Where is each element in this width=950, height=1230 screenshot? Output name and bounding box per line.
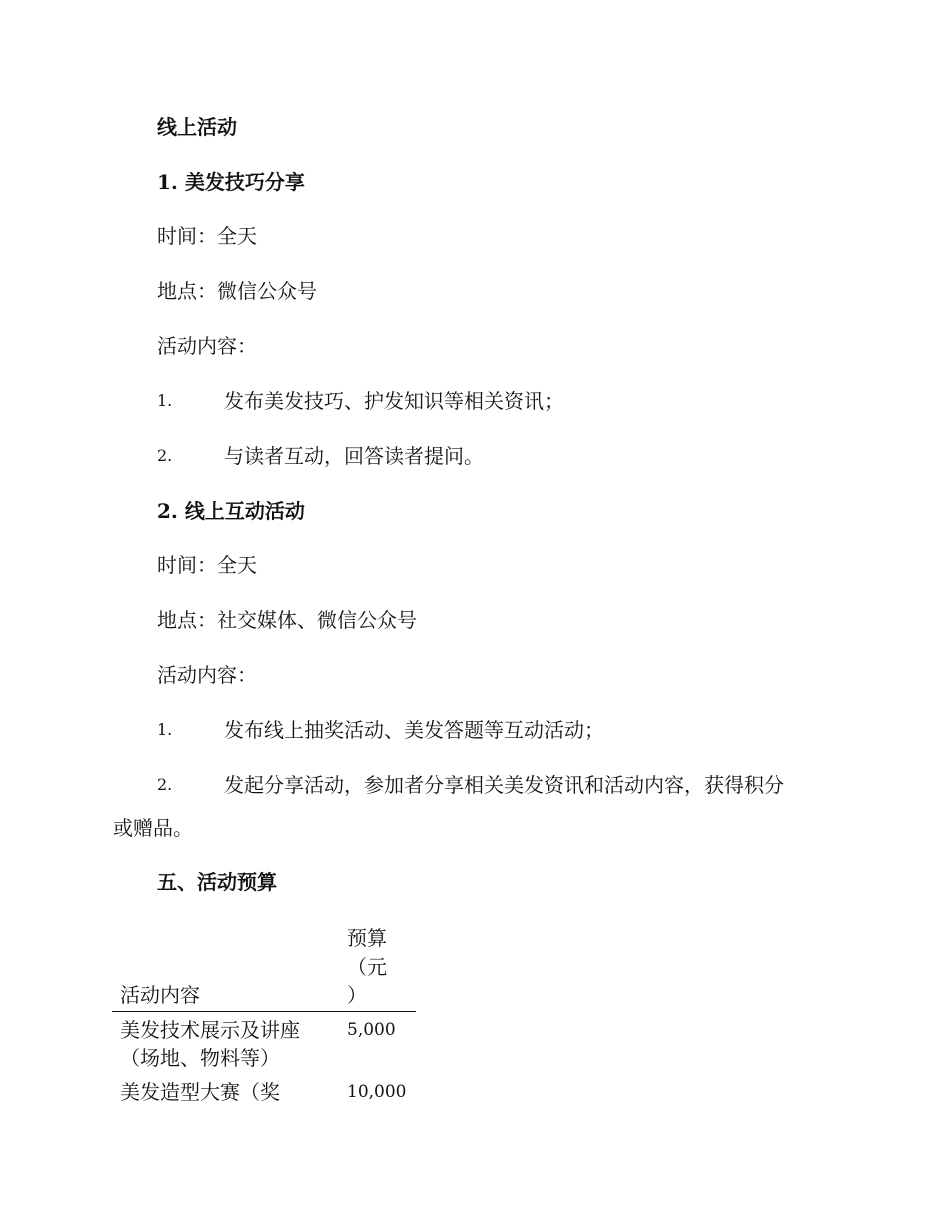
item1-place: 地点：微信公众号 bbox=[157, 279, 317, 303]
table-cell-content: 美发技术展示及讲座 bbox=[120, 1018, 300, 1042]
item1-title: 1. 美发技巧分享 bbox=[157, 170, 305, 194]
item1-content-label: 活动内容： bbox=[157, 334, 257, 358]
item2-title: 2. 线上互动活动 bbox=[157, 499, 305, 523]
item1-time: 时间：全天 bbox=[157, 224, 257, 248]
item2-place: 地点：社交媒体、微信公众号 bbox=[157, 608, 417, 632]
item2-time: 时间：全天 bbox=[157, 553, 257, 577]
item2-list-text: 发布线上抽奖活动、美发答题等互动活动； bbox=[224, 718, 604, 742]
table-header-rule bbox=[112, 1011, 416, 1012]
item1-list-text: 与读者互动，回答读者提问。 bbox=[224, 444, 484, 468]
item2-list-number: 1. bbox=[157, 720, 173, 739]
item2-list-text-continuation: 或赠品。 bbox=[113, 816, 193, 840]
item2-list-number: 2. bbox=[157, 775, 173, 794]
table-header-budget-line: ） bbox=[347, 983, 367, 1007]
table-cell-budget: 10,000 bbox=[347, 1082, 407, 1102]
item2-content-label: 活动内容： bbox=[157, 663, 257, 687]
online-activities-heading: 线上活动 bbox=[157, 115, 237, 139]
item1-list-number: 2. bbox=[157, 446, 173, 465]
table-cell-content: （场地、物料等） bbox=[120, 1046, 280, 1070]
table-cell-budget: 5,000 bbox=[347, 1020, 396, 1040]
table-header-content: 活动内容 bbox=[120, 983, 200, 1007]
item1-list-number: 1. bbox=[157, 391, 173, 410]
item2-list-text: 发起分享活动，参加者分享相关美发资讯和活动内容，获得积分 bbox=[224, 773, 784, 797]
table-header-budget-line: 预算 bbox=[347, 926, 387, 950]
table-header-budget-line: （元 bbox=[347, 955, 387, 979]
item1-list-text: 发布美发技巧、护发知识等相关资讯； bbox=[224, 389, 564, 413]
budget-heading: 五、活动预算 bbox=[157, 870, 277, 894]
table-cell-content: 美发造型大赛（奖 bbox=[120, 1080, 280, 1104]
